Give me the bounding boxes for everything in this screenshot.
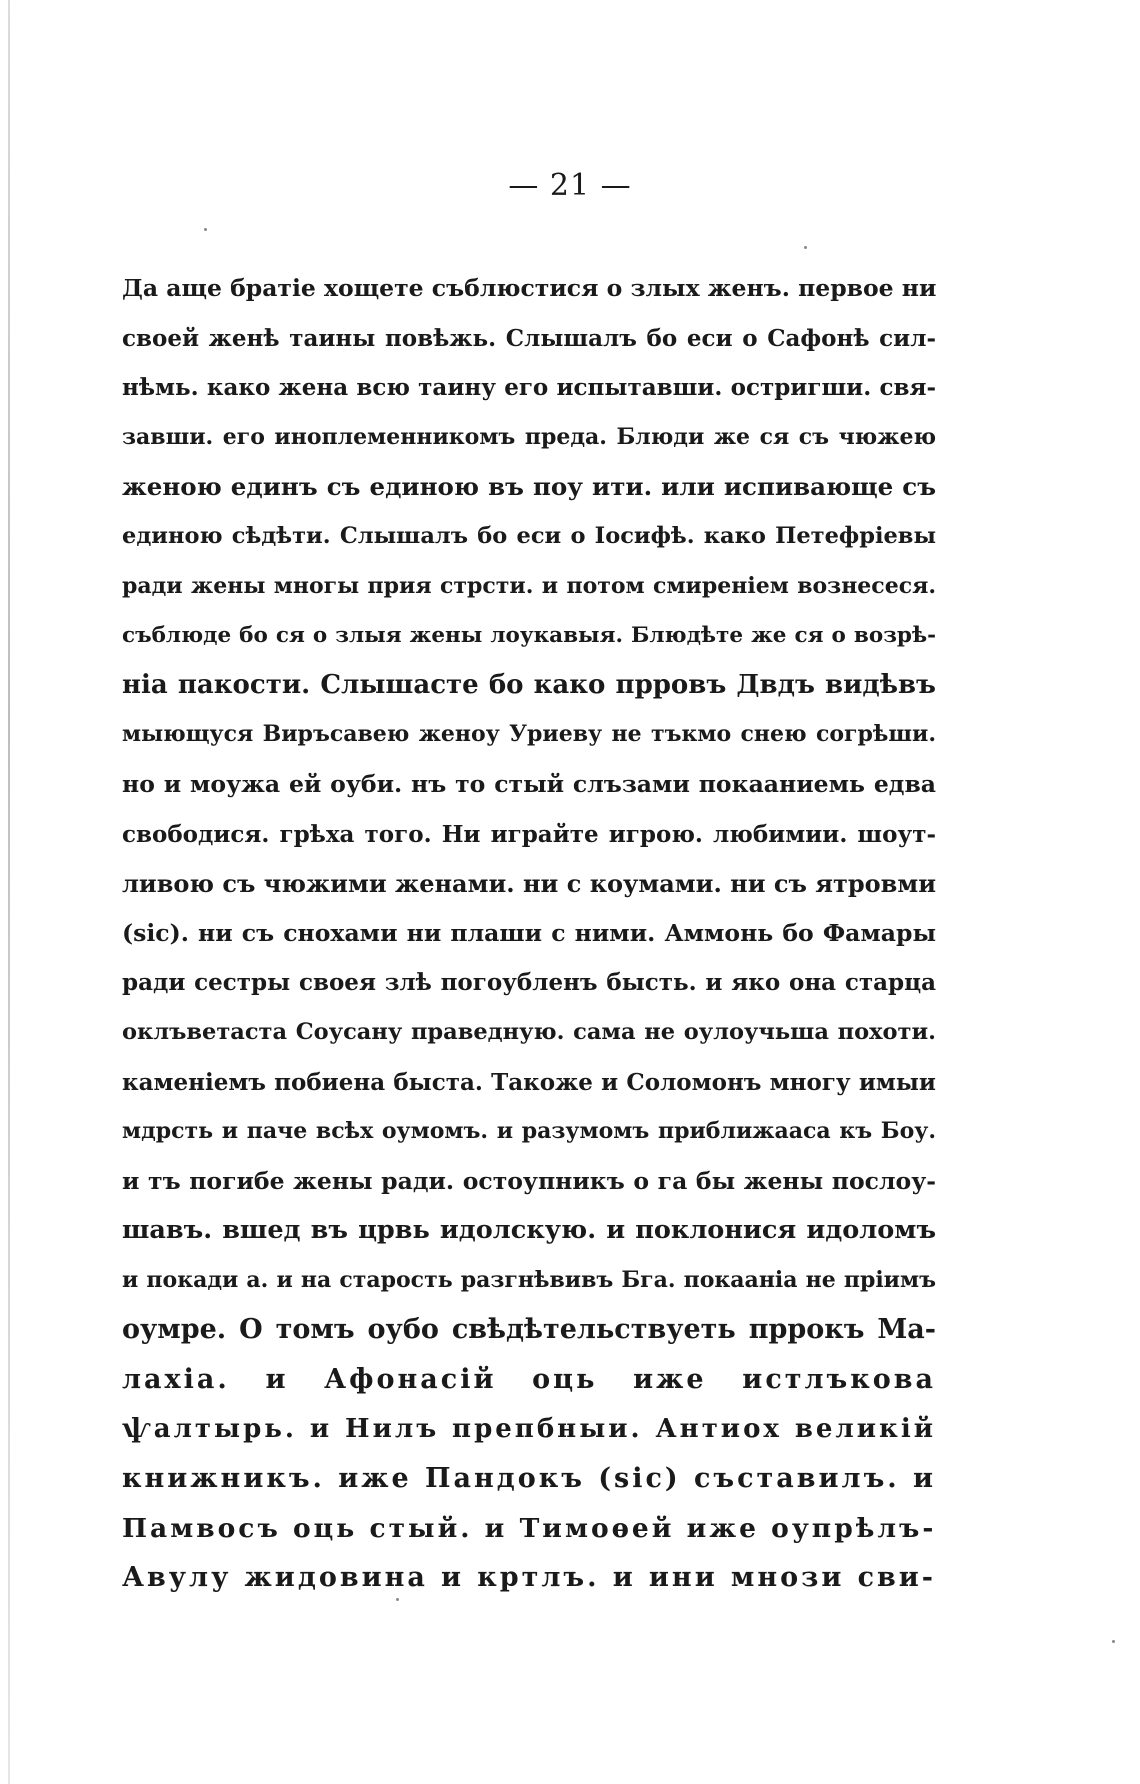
text-line: единою сѣдѣти. Слышалъ бо еси о Іосифѣ. како Петефріевы	[122, 522, 936, 549]
page-number: — 21 —	[508, 168, 632, 203]
scan-edge-shadow	[8, 0, 10, 1784]
text-line: шавъ. вшед въ црвь идолскую. и поклонися идоломъ	[122, 1215, 936, 1246]
text-line: но и моужа ей оуби. нъ то стый слъзами покааниемь едва	[122, 769, 936, 798]
scan-speck	[204, 228, 207, 231]
scan-speck	[1112, 1640, 1115, 1643]
text-line: завши. его иноплеменникомъ преда. Блюди же ся съ чюжею	[122, 423, 936, 450]
text-line: ради сестры своея злѣ погоубленъ бысть. и яко она старца	[122, 969, 936, 997]
text-line: своей женѣ таины повѣжь. Слышалъ бо еси о Сафонѣ сил-	[122, 324, 936, 352]
text-line: нѣмь. како жена всю таину его испытавши. остригши. свя-	[122, 374, 936, 402]
body-text	[122, 264, 936, 1603]
text-line: Да аще братіе хощете съблюстися о злых женъ. первое ни	[122, 274, 936, 302]
scan-speck	[396, 1598, 399, 1601]
text-line: женою единъ съ единою въ поу ити. или испивающе съ	[122, 472, 936, 502]
text-line: съблюде бо ся о злыя жены лоукавыя. Блюдѣте же ся о возрѣ-	[122, 623, 936, 649]
text-line: и тъ погибе жены ради. остоупникъ о га бы жены послоу-	[122, 1166, 936, 1195]
text-line: каменіемъ побиена быста. Такоже и Соломонъ многу имыи	[122, 1068, 936, 1096]
text-line: ради жены многы прия стрсти. и потом смиреніем вознесеся.	[122, 572, 936, 599]
text-line: свободися. грѣха того. Ни играйте игрою. любимии. шоут-	[122, 820, 936, 848]
scan-speck	[804, 246, 807, 249]
text-line-spaced: лахіа. и Афонасій оць иже истлъкова	[122, 1364, 936, 1396]
text-line: оумре. О томъ оубо свѣдѣтельствуеть пррокъ Ма-	[122, 1314, 936, 1346]
text-line: оклъветаста Соусану праведную. сама не оулоучьша похоти.	[122, 1018, 936, 1045]
text-line-spaced: Авулу жидовина и кртлъ. и ини мнози сви-	[122, 1562, 936, 1594]
text-line-spaced: Памвосъ оць стый. и Тимоѳей иже оупрѣлъ-	[122, 1512, 936, 1544]
text-line: ніа пакости. Слышасте бо како прровъ Двдъ видѣвъ	[122, 669, 936, 700]
text-line: ливою съ чюжими женами. ни с коумами. ни съ ятровми	[122, 869, 936, 899]
text-line: мыющуся Виръсавею женоу Уриеву не тъкмо снею согрѣши.	[122, 721, 936, 748]
text-line: мдрсть и паче всѣх оумомъ. и разумомъ приближааса къ Боу.	[122, 1118, 936, 1145]
text-line-spaced: ѱалтырь. и Нилъ препбныи. Антиох великій	[122, 1413, 936, 1444]
text-line: (sic). ни съ снохами ни плаши с ними. Аммонь бо Фамары	[122, 918, 936, 947]
text-line-spaced: книжникъ. иже Пандокъ (sic) съставилъ. и	[122, 1463, 936, 1495]
text-line: и покади а. и на старость разгнѣвивъ Бга. покааніа не пріимъ	[122, 1266, 936, 1293]
